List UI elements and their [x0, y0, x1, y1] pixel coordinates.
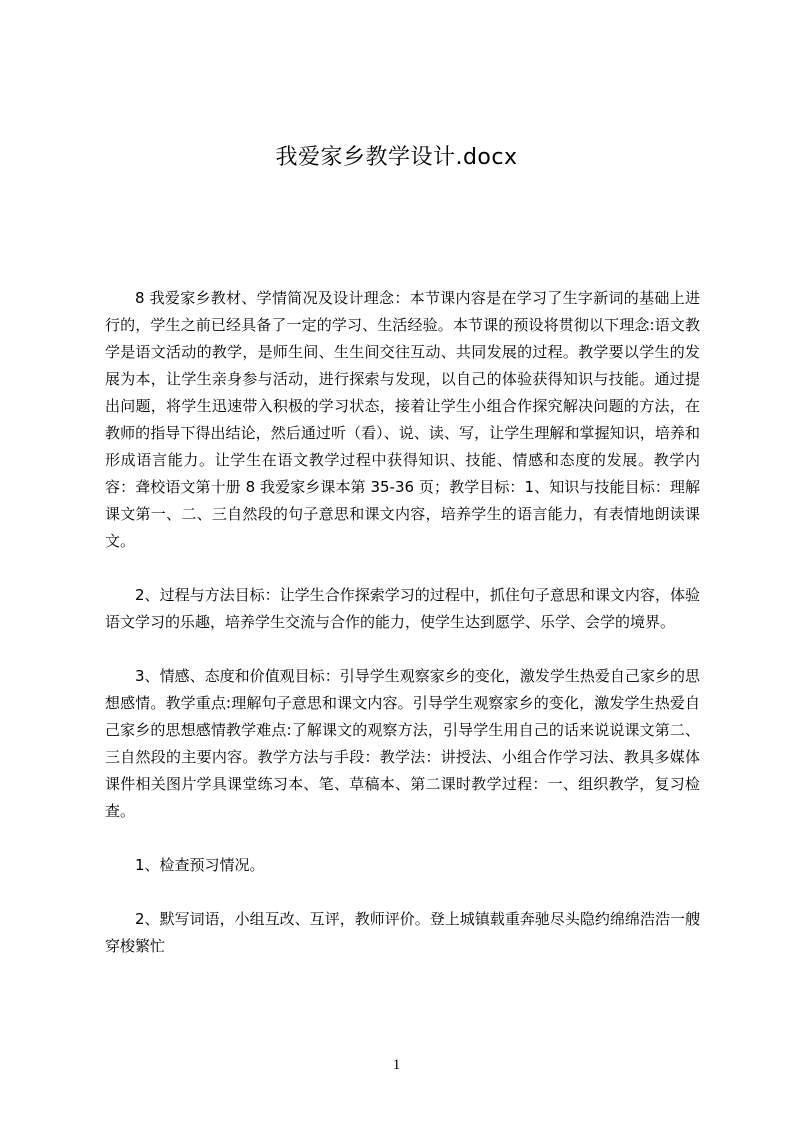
document-body [105, 285, 700, 987]
paragraph-emotion-goal: 3、情感、态度和价值观目标：引导学生观察家乡的变化，激发学生热爱自己家乡的思想感情。教学重点:理解句子意思和课文内容。引导学生观察家乡的变化，激发学生热爱自己家乡的思想感情教学难点:了解课文的观察方法，引导学生用自己的话来说说课文第二、三自然段的主要内容。教学方法与手段：教学法：讲授法、小组合作学习法、教具多媒体课件相关图片学具课堂练习本、笔、草稿本、第二课时教学过程：一、组织教学，复习检查。 [105, 667, 700, 820]
paragraph-intro: 8 我爱家乡教材、学情简况及设计理念：本节课内容是在学习了生字新词的基础上进行的，学生之前已经具备了一定的学习、生活经验。本节课的预设将贯彻以下理念:语文教学是语文活动的教学，是师生间、生生间交往互动、共同发展的过程。教学要以学生的发展为本，让学生亲身参与活动，进行探索与发现，以自己的体验获得知识与技能。通过提出问题，将学生迅速带入积极的学习状态，接着让学生小组合作探究解决问题的方法，在教师的指导下得出结论，然后通过听（看）、说、读、写，让学生理解和掌握知识，培养和形成语言能力。让学生在语文教学过程中获得知识、技能、情感和态度的发展。教学内容：聋校语文第十册 8 我爱家乡课本第 35-36 页；教学目标：1、知识与技能目标：理解课文第一、二、三自然段的句子意思和课文内容，培养学生的语言能力，有表情地朗读课文。 [105, 289, 700, 550]
document-title: 我爱家乡教学设计.docx [275, 145, 518, 170]
page-number: 1 [392, 1057, 401, 1073]
paragraph-dictation: 2、默写词语，小组互改、互评，教师评价。登上城镇载重奔驰尽头隐约绵绵浩浩一艘穿梭繁忙 [105, 910, 700, 955]
paragraph-check-preview: 1、检查预习情况。 [135, 856, 265, 874]
paragraph-process-goal: 2、过程与方法目标：让学生合作探索学习的过程中，抓住句子意思和课文内容，体验语文学习的乐趣，培养学生交流与合作的能力，使学生达到愿学、乐学、会学的境界。 [105, 586, 700, 631]
